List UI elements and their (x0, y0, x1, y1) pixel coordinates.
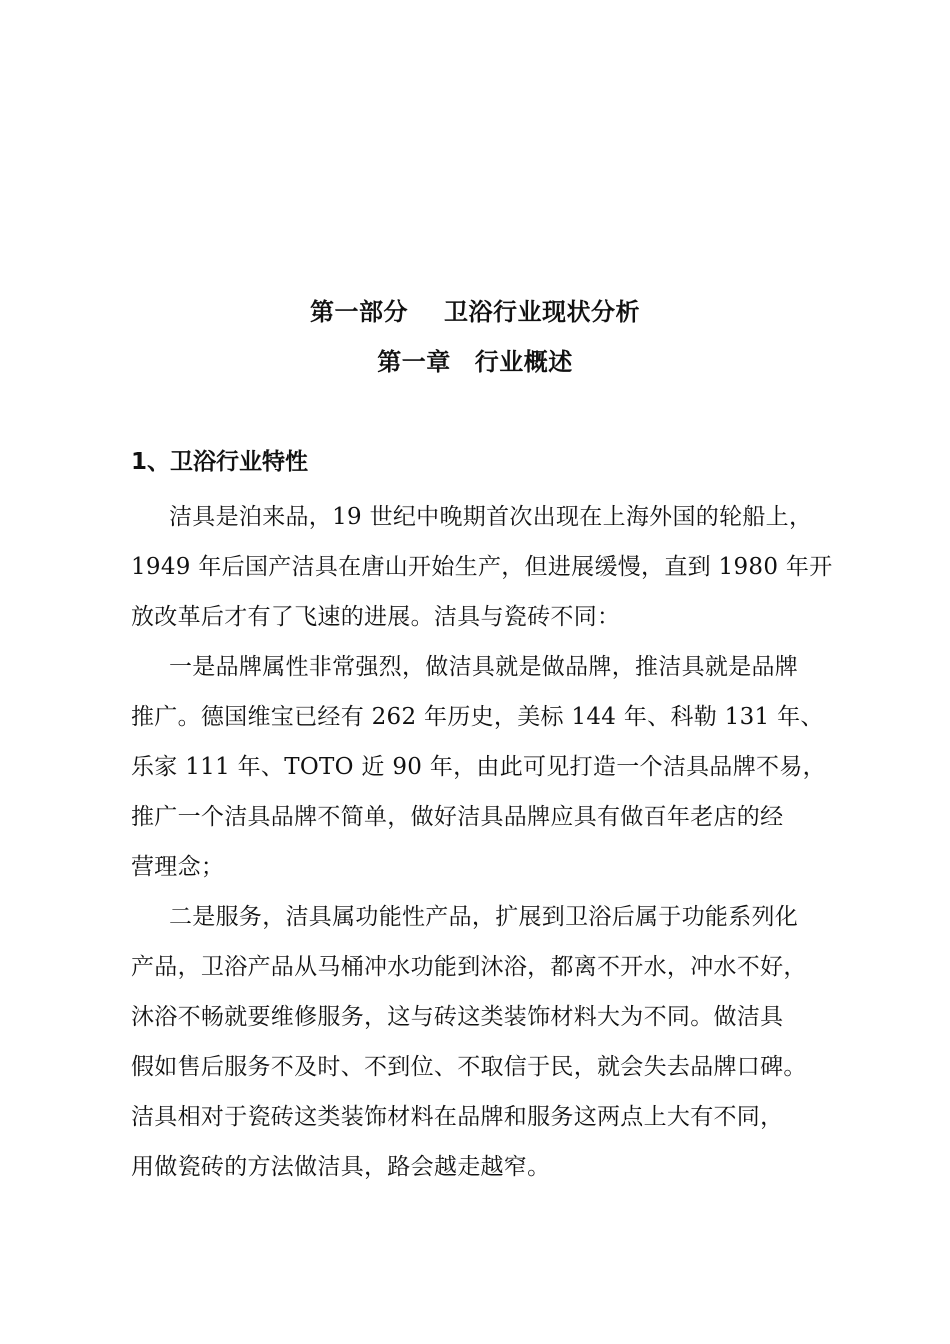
paragraph-line: 二是服务，洁具属功能性产品，扩展到卫浴后属于功能系列化 (169, 904, 799, 930)
section-title: 1、卫浴行业特性 (131, 449, 309, 475)
part-title-text: 卫浴行业现状分析 (444, 298, 640, 326)
paragraph-line: 放改革后才有了飞速的进展。洁具与瓷砖不同： (131, 604, 621, 630)
paragraph-line: 洁具是泊来品，19 世纪中晚期首次出现在上海外国的轮船上， (169, 504, 813, 530)
paragraph-line: 推广。德国维宝已经有 262 年历史，美标 144 年、科勒 131 年、 (131, 704, 824, 730)
body-text (131, 492, 871, 1192)
paragraph-line: 1949 年后国产洁具在唐山开始生产，但进展缓慢，直到 1980 年开 (131, 554, 833, 580)
paragraph-line: 假如售后服务不及时、不到位、不取信于民，就会失去品牌口碑。 (131, 1054, 807, 1080)
chapter-title-text: 行业概述 (474, 348, 573, 376)
paragraph-line: 营理念； (131, 854, 225, 880)
part-title-number: 第一部分 (310, 298, 408, 326)
paragraph-line: 一是品牌属性非常强烈，做洁具就是做品牌，推洁具就是品牌 (169, 654, 799, 680)
chapter-title-number: 第一章 (377, 348, 451, 376)
paragraph-line: 乐家 111 年、TOTO 近 90 年，由此可见打造一个洁具品牌不易， (131, 754, 826, 780)
paragraph-line: 洁具相对于瓷砖这类装饰材料在品牌和服务这两点上大有不同， (131, 1104, 784, 1130)
chapter-title (0, 347, 950, 377)
paragraph-line: 推广一个洁具品牌不简单，做好洁具品牌应具有做百年老店的经 (131, 804, 784, 830)
paragraph-line: 产品，卫浴产品从马桶冲水功能到沐浴，都离不开水，冲水不好， (131, 954, 807, 980)
part-title (0, 297, 950, 327)
paragraph-line: 用做瓷砖的方法做洁具，路会越走越窄。 (131, 1154, 551, 1180)
paragraph-line: 沐浴不畅就要维修服务，这与砖这类装饰材料大为不同。做洁具 (131, 1004, 784, 1030)
